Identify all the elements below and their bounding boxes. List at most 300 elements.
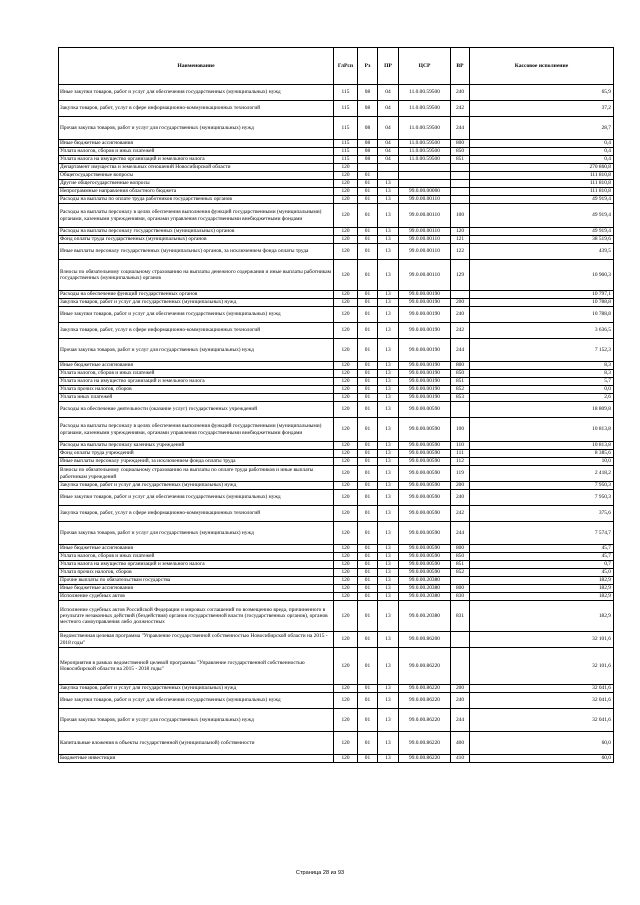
row-sum: 111 810,8 bbox=[470, 180, 614, 188]
row-sum: 8,3 bbox=[470, 370, 614, 378]
row-grbs: 120 bbox=[334, 402, 358, 418]
row-name: Иные бюджетные ассигнования bbox=[59, 362, 334, 370]
row-pr: 13 bbox=[378, 370, 399, 378]
row-rz: 01 bbox=[358, 172, 378, 180]
row-csr: 99.0.00.86220 bbox=[399, 732, 451, 755]
table-row bbox=[59, 386, 614, 394]
row-rz: 01 bbox=[358, 693, 378, 709]
row-csr: 99.0.00.00190 bbox=[399, 362, 451, 370]
row-pr: 13 bbox=[378, 506, 399, 522]
page-number: Страница 28 из 93 bbox=[295, 870, 345, 876]
row-grbs: 120 bbox=[334, 228, 358, 236]
table-row bbox=[59, 156, 614, 164]
row-csr: 11.0.00.59500 bbox=[399, 156, 451, 164]
row-vr: 244 bbox=[451, 117, 470, 140]
row-name: Прочая закупка товаров, работ и услуг для государственных (муниципальных) нужд bbox=[59, 339, 334, 362]
table-row bbox=[59, 339, 614, 362]
row-rz: 01 bbox=[358, 323, 378, 339]
row-rz: 01 bbox=[358, 307, 378, 323]
table-row bbox=[59, 244, 614, 260]
row-rz: 08 bbox=[358, 117, 378, 140]
table-row bbox=[59, 593, 614, 601]
row-csr: 99.0.00.20380 bbox=[399, 585, 451, 593]
table-row bbox=[59, 85, 614, 101]
row-rz: 01 bbox=[358, 553, 378, 561]
row-name: Прочая закупка товаров, работ и услуг для государственных (муниципальных) нужд bbox=[59, 117, 334, 140]
row-rz: 01 bbox=[358, 466, 378, 482]
row-name: Расходы на выплаты персоналу в целях обеспечения выполнения функций государственными (муниципальными) органами, казенными учреждениями, органами управления государственными внебюджетными фондами bbox=[59, 204, 334, 228]
row-rz: 01 bbox=[358, 506, 378, 522]
row-vr: 410 bbox=[451, 755, 470, 763]
row-name: Иные закупки товаров, работ и услуг для обеспечения государственных (муниципальных) нужд bbox=[59, 85, 334, 101]
row-name: Исполнение судебных актов bbox=[59, 593, 334, 601]
row-name: Уплата налога на имущество организаций и земельного налога bbox=[59, 156, 334, 164]
row-sum: 7 152,3 bbox=[470, 339, 614, 362]
row-pr: 13 bbox=[378, 196, 399, 204]
row-pr: 13 bbox=[378, 228, 399, 236]
row-sum: 32 101,6 bbox=[470, 632, 614, 648]
row-name: Иные закупки товаров, работ и услуг для обеспечения государственных (муниципальных) нужд bbox=[59, 490, 334, 506]
table-row bbox=[59, 101, 614, 117]
row-grbs: 120 bbox=[334, 577, 358, 585]
row-csr: 99.0.00.00190 bbox=[399, 386, 451, 394]
row-pr: 13 bbox=[378, 244, 399, 260]
row-pr: 13 bbox=[378, 299, 399, 307]
row-grbs: 120 bbox=[334, 204, 358, 228]
row-csr: 99.0.00.20380 bbox=[399, 577, 451, 585]
row-grbs: 120 bbox=[334, 553, 358, 561]
row-name: Прочая закупка товаров, работ и услуг для государственных (муниципальных) нужд bbox=[59, 522, 334, 545]
row-sum: 0,0 bbox=[470, 386, 614, 394]
row-vr: 400 bbox=[451, 732, 470, 755]
row-sum: 32 041,6 bbox=[470, 693, 614, 709]
table-row bbox=[59, 370, 614, 378]
row-pr: 13 bbox=[378, 490, 399, 506]
row-grbs: 120 bbox=[334, 732, 358, 755]
table-row bbox=[59, 553, 614, 561]
table-row bbox=[59, 693, 614, 709]
row-rz: 01 bbox=[358, 386, 378, 394]
row-name: Иные бюджетные ассигнования bbox=[59, 140, 334, 148]
row-pr: 13 bbox=[378, 648, 399, 685]
row-sum: 10 788,8 bbox=[470, 299, 614, 307]
row-sum: 49 919,4 bbox=[470, 196, 614, 204]
row-rz: 01 bbox=[358, 601, 378, 632]
table-row bbox=[59, 577, 614, 585]
row-grbs: 120 bbox=[334, 394, 358, 402]
row-vr: 800 bbox=[451, 140, 470, 148]
row-pr: 13 bbox=[378, 522, 399, 545]
row-vr bbox=[451, 188, 470, 196]
row-grbs: 120 bbox=[334, 569, 358, 577]
row-vr: 800 bbox=[451, 585, 470, 593]
row-pr: 13 bbox=[378, 577, 399, 585]
row-grbs: 120 bbox=[334, 648, 358, 685]
row-vr: 830 bbox=[451, 593, 470, 601]
row-grbs: 120 bbox=[334, 164, 358, 172]
row-grbs: 120 bbox=[334, 291, 358, 299]
budget-table bbox=[58, 47, 614, 763]
row-grbs: 115 bbox=[334, 156, 358, 164]
row-name: Ведомственная целевая программа "Управление государственной собственностью Новосибирской области на 2015 - 2018 годы" bbox=[59, 632, 334, 648]
row-pr: 13 bbox=[378, 693, 399, 709]
table-row bbox=[59, 569, 614, 577]
row-csr: 99.0.00.00590 bbox=[399, 522, 451, 545]
row-name: Расходы на выплаты по оплате труда работников государственных органов bbox=[59, 196, 334, 204]
row-sum: 45,0 bbox=[470, 569, 614, 577]
row-rz: 08 bbox=[358, 101, 378, 117]
row-rz: 01 bbox=[358, 569, 378, 577]
table-row bbox=[59, 394, 614, 402]
row-sum: 0,4 bbox=[470, 148, 614, 156]
row-grbs: 120 bbox=[334, 585, 358, 593]
table-row bbox=[59, 172, 614, 180]
row-rz: 01 bbox=[358, 260, 378, 291]
row-rz: 01 bbox=[358, 228, 378, 236]
row-sum: 18 809,8 bbox=[470, 402, 614, 418]
row-pr: 13 bbox=[378, 458, 399, 466]
row-grbs: 115 bbox=[334, 148, 358, 156]
row-rz: 08 bbox=[358, 156, 378, 164]
row-vr: 100 bbox=[451, 418, 470, 442]
row-grbs: 120 bbox=[334, 506, 358, 522]
row-csr: 99.0.00.00590 bbox=[399, 561, 451, 569]
row-rz: 01 bbox=[358, 378, 378, 386]
row-sum: 32 041,6 bbox=[470, 709, 614, 732]
row-name: Департамент имущества и земельных отношений Новосибирской области bbox=[59, 164, 334, 172]
row-grbs: 115 bbox=[334, 117, 358, 140]
row-csr: 99.0.00.20380 bbox=[399, 593, 451, 601]
row-rz: 01 bbox=[358, 458, 378, 466]
row-rz: 01 bbox=[358, 648, 378, 685]
row-sum: 38 519,6 bbox=[470, 236, 614, 244]
row-sum: 60,0 bbox=[470, 755, 614, 763]
row-rz: 01 bbox=[358, 180, 378, 188]
header-pr: ПР bbox=[378, 48, 399, 85]
row-name: Прочая закупка товаров, работ и услуг для государственных (муниципальных) нужд bbox=[59, 709, 334, 732]
row-csr: 99.0.00.00590 bbox=[399, 553, 451, 561]
row-sum: 182,9 bbox=[470, 577, 614, 585]
row-name: Иные закупки товаров, работ и услуг для обеспечения государственных (муниципальных) нужд bbox=[59, 693, 334, 709]
row-pr: 13 bbox=[378, 260, 399, 291]
row-name: Фонд оплаты труда учреждений bbox=[59, 450, 334, 458]
row-pr: 04 bbox=[378, 148, 399, 156]
row-grbs: 120 bbox=[334, 632, 358, 648]
row-sum: 111 810,8 bbox=[470, 172, 614, 180]
row-csr: 99.0.00.00190 bbox=[399, 339, 451, 362]
row-pr: 13 bbox=[378, 732, 399, 755]
row-grbs: 120 bbox=[334, 307, 358, 323]
row-rz: 01 bbox=[358, 732, 378, 755]
table-row bbox=[59, 755, 614, 763]
row-vr: 111 bbox=[451, 450, 470, 458]
row-vr: 120 bbox=[451, 228, 470, 236]
row-sum: 270 860,8 bbox=[470, 164, 614, 172]
row-sum: 60,0 bbox=[470, 732, 614, 755]
row-pr: 13 bbox=[378, 204, 399, 228]
row-vr bbox=[451, 402, 470, 418]
row-rz: 01 bbox=[358, 545, 378, 553]
row-pr: 13 bbox=[378, 188, 399, 196]
row-csr: 99.0.00.86220 bbox=[399, 709, 451, 732]
row-csr: 99.0.00.00590 bbox=[399, 482, 451, 490]
row-rz: 01 bbox=[358, 204, 378, 228]
header-vr: ВР bbox=[451, 48, 470, 85]
row-name: Другие общегосударственные вопросы bbox=[59, 180, 334, 188]
row-rz: 01 bbox=[358, 339, 378, 362]
row-rz: 01 bbox=[358, 394, 378, 402]
table-row bbox=[59, 709, 614, 732]
row-name: Общегосударственные вопросы bbox=[59, 172, 334, 180]
row-sum: 8,3 bbox=[470, 362, 614, 370]
row-name: Расходы на выплаты персоналу в целях обеспечения выполнения функций государственными (муниципальными) органами, казенными учреждениями, органами управления государственными внебюджетными фондами bbox=[59, 418, 334, 442]
row-csr: 99.0.00.00590 bbox=[399, 418, 451, 442]
row-sum: 10 813,8 bbox=[470, 442, 614, 450]
row-pr: 13 bbox=[378, 236, 399, 244]
row-name: Взносы по обязательному социальному страхованию на выплаты по оплате труда работников и иные выплаты работникам учреждений bbox=[59, 466, 334, 482]
table-row bbox=[59, 148, 614, 156]
row-pr: 13 bbox=[378, 291, 399, 299]
row-csr: 99.0.00.00110 bbox=[399, 260, 451, 291]
row-grbs: 120 bbox=[334, 172, 358, 180]
row-pr: 13 bbox=[378, 755, 399, 763]
table-row bbox=[59, 323, 614, 339]
table-row bbox=[59, 601, 614, 632]
row-csr: 99.0.00.00000 bbox=[399, 188, 451, 196]
row-name: Уплата налога на имущество организаций и земельного налога bbox=[59, 378, 334, 386]
table-row bbox=[59, 482, 614, 490]
row-csr: 99.0.00.86220 bbox=[399, 693, 451, 709]
row-sum: 0,4 bbox=[470, 140, 614, 148]
table-row bbox=[59, 545, 614, 553]
row-sum: 3 636,5 bbox=[470, 323, 614, 339]
row-grbs: 120 bbox=[334, 601, 358, 632]
table-row bbox=[59, 299, 614, 307]
row-grbs: 120 bbox=[334, 490, 358, 506]
row-csr: 99.0.00.86220 bbox=[399, 755, 451, 763]
row-vr: 200 bbox=[451, 685, 470, 693]
table-row bbox=[59, 466, 614, 482]
row-rz: 01 bbox=[358, 490, 378, 506]
row-sum: 37,2 bbox=[470, 101, 614, 117]
row-grbs: 120 bbox=[334, 482, 358, 490]
row-pr: 13 bbox=[378, 545, 399, 553]
table-row bbox=[59, 442, 614, 450]
row-grbs: 120 bbox=[334, 458, 358, 466]
row-csr: 99.0.00.00590 bbox=[399, 545, 451, 553]
row-name: Иные выплаты персоналу учреждений, за исключением фонда оплаты труда bbox=[59, 458, 334, 466]
row-name: Иные бюджетные ассигнования bbox=[59, 585, 334, 593]
row-grbs: 120 bbox=[334, 370, 358, 378]
row-csr: 99.0.00.00590 bbox=[399, 442, 451, 450]
row-rz: 01 bbox=[358, 188, 378, 196]
row-csr: 99.0.00.00110 bbox=[399, 244, 451, 260]
row-vr: 110 bbox=[451, 442, 470, 450]
table-row bbox=[59, 196, 614, 204]
row-grbs: 120 bbox=[334, 386, 358, 394]
table-row bbox=[59, 180, 614, 188]
row-pr: 13 bbox=[378, 553, 399, 561]
row-csr bbox=[399, 180, 451, 188]
row-sum: 28,7 bbox=[470, 117, 614, 140]
row-pr: 04 bbox=[378, 85, 399, 101]
row-csr: 99.0.00.00190 bbox=[399, 291, 451, 299]
row-vr: 853 bbox=[451, 394, 470, 402]
row-pr: 13 bbox=[378, 561, 399, 569]
table-row bbox=[59, 117, 614, 140]
row-name: Фонд оплаты труда государственных (муниципальных) органов bbox=[59, 236, 334, 244]
row-vr: 240 bbox=[451, 307, 470, 323]
row-vr: 242 bbox=[451, 323, 470, 339]
row-csr: 99.0.00.00110 bbox=[399, 228, 451, 236]
row-vr: 240 bbox=[451, 85, 470, 101]
row-csr: 11.0.00.59500 bbox=[399, 148, 451, 156]
row-vr: 852 bbox=[451, 569, 470, 577]
row-csr: 99.0.00.20380 bbox=[399, 601, 451, 632]
table-row bbox=[59, 140, 614, 148]
row-pr: 13 bbox=[378, 307, 399, 323]
row-sum: 111 810,8 bbox=[470, 188, 614, 196]
row-csr: 99.0.00.00590 bbox=[399, 569, 451, 577]
row-rz: 01 bbox=[358, 709, 378, 732]
row-vr: 244 bbox=[451, 709, 470, 732]
row-rz: 01 bbox=[358, 362, 378, 370]
row-vr: 244 bbox=[451, 522, 470, 545]
row-pr: 04 bbox=[378, 140, 399, 148]
row-vr: 240 bbox=[451, 490, 470, 506]
row-csr: 99.0.00.00190 bbox=[399, 323, 451, 339]
row-csr: 99.0.00.86220 bbox=[399, 685, 451, 693]
row-pr: 04 bbox=[378, 117, 399, 140]
row-vr bbox=[451, 180, 470, 188]
row-csr: 99.0.00.00190 bbox=[399, 299, 451, 307]
row-sum: 49 919,4 bbox=[470, 204, 614, 228]
row-name: Иные закупки товаров, работ и услуг для обеспечения государственных (муниципальных) нужд bbox=[59, 307, 334, 323]
row-rz bbox=[358, 164, 378, 172]
row-sum: 2 418,2 bbox=[470, 466, 614, 482]
table-row bbox=[59, 561, 614, 569]
row-pr: 13 bbox=[378, 394, 399, 402]
header-csr: ЦСР bbox=[399, 48, 451, 85]
row-grbs: 120 bbox=[334, 685, 358, 693]
row-pr: 13 bbox=[378, 632, 399, 648]
row-pr: 13 bbox=[378, 378, 399, 386]
row-sum: 0,7 bbox=[470, 561, 614, 569]
table-row bbox=[59, 458, 614, 466]
row-vr: 122 bbox=[451, 244, 470, 260]
header-cash-execution: Кассовое исполнение bbox=[470, 48, 614, 85]
table-row bbox=[59, 632, 614, 648]
row-csr bbox=[399, 164, 451, 172]
table-row bbox=[59, 164, 614, 172]
row-name: Уплата налога на имущество организаций и земельного налога bbox=[59, 561, 334, 569]
row-name: Капитальные вложения в объекты государственной (муниципальной) собственности bbox=[59, 732, 334, 755]
row-grbs: 120 bbox=[334, 709, 358, 732]
row-vr bbox=[451, 172, 470, 180]
row-pr: 13 bbox=[378, 466, 399, 482]
row-rz: 01 bbox=[358, 593, 378, 601]
row-name: Закупка товаров, работ, услуг в сфере информационно-коммуникационных технологий bbox=[59, 101, 334, 117]
table-row bbox=[59, 188, 614, 196]
row-rz: 01 bbox=[358, 482, 378, 490]
table-row bbox=[59, 291, 614, 299]
row-vr bbox=[451, 291, 470, 299]
header-rz: Рз bbox=[358, 48, 378, 85]
row-name: Непрограммные направления областного бюджета bbox=[59, 188, 334, 196]
row-rz: 01 bbox=[358, 402, 378, 418]
row-grbs: 120 bbox=[334, 323, 358, 339]
row-pr: 04 bbox=[378, 156, 399, 164]
row-grbs: 120 bbox=[334, 450, 358, 458]
row-sum: 49 919,4 bbox=[470, 228, 614, 236]
row-grbs: 120 bbox=[334, 442, 358, 450]
row-vr: 119 bbox=[451, 466, 470, 482]
row-name: Исполнение судебных актов Российской Федерации и мировых соглашений по возмещению вреда, причиненного в результате незаконных действий (бездействия) органов государственной власти (государственных органов), органов местного самоуправления либо должностных bbox=[59, 601, 334, 632]
row-grbs: 120 bbox=[334, 196, 358, 204]
row-csr: 99.0.00.00590 bbox=[399, 466, 451, 482]
header-name: Наименование bbox=[59, 48, 334, 85]
header-grbs: ГлРсп bbox=[334, 48, 358, 85]
row-pr: 13 bbox=[378, 585, 399, 593]
table-row bbox=[59, 490, 614, 506]
row-name: Закупка товаров, работ и услуг для государственных (муниципальных) нужд bbox=[59, 299, 334, 307]
table-row bbox=[59, 378, 614, 386]
row-pr bbox=[378, 172, 399, 180]
row-vr bbox=[451, 632, 470, 648]
row-rz: 01 bbox=[358, 236, 378, 244]
row-rz: 01 bbox=[358, 685, 378, 693]
row-vr: 850 bbox=[451, 553, 470, 561]
row-vr: 240 bbox=[451, 693, 470, 709]
table-row bbox=[59, 450, 614, 458]
row-name: Расходы на выплаты персоналу государственных (муниципальных) органов bbox=[59, 228, 334, 236]
row-name: Уплата налогов, сборов и иных платежей bbox=[59, 148, 334, 156]
row-name: Закупка товаров, работ, услуг в сфере информационно-коммуникационных технологий bbox=[59, 506, 334, 522]
row-vr: 244 bbox=[451, 339, 470, 362]
row-vr: 100 bbox=[451, 204, 470, 228]
row-name: Прочие выплаты по обязательствам государства bbox=[59, 577, 334, 585]
row-pr: 13 bbox=[378, 482, 399, 490]
row-csr: 11.0.00.59500 bbox=[399, 101, 451, 117]
budget-table-sheet bbox=[58, 47, 613, 763]
row-sum: 5,7 bbox=[470, 378, 614, 386]
table-row bbox=[59, 522, 614, 545]
row-name: Закупка товаров, работ, услуг в сфере информационно-коммуникационных технологий bbox=[59, 323, 334, 339]
row-rz: 01 bbox=[358, 196, 378, 204]
row-grbs: 120 bbox=[334, 188, 358, 196]
row-rz: 01 bbox=[358, 442, 378, 450]
row-vr bbox=[451, 164, 470, 172]
row-pr: 13 bbox=[378, 685, 399, 693]
row-vr bbox=[451, 648, 470, 685]
row-pr: 13 bbox=[378, 418, 399, 442]
row-pr: 13 bbox=[378, 442, 399, 450]
row-grbs: 120 bbox=[334, 339, 358, 362]
row-sum: 32 101,6 bbox=[470, 648, 614, 685]
row-rz: 01 bbox=[358, 561, 378, 569]
row-sum: 7 950,3 bbox=[470, 490, 614, 506]
row-vr bbox=[451, 196, 470, 204]
row-rz: 01 bbox=[358, 755, 378, 763]
row-rz: 08 bbox=[358, 140, 378, 148]
table-row bbox=[59, 307, 614, 323]
row-name: Бюджетные инвестиции bbox=[59, 755, 334, 763]
row-vr: 121 bbox=[451, 236, 470, 244]
row-grbs: 120 bbox=[334, 693, 358, 709]
row-grbs: 120 bbox=[334, 362, 358, 370]
row-name: Уплата налогов, сборов и иных платежей bbox=[59, 370, 334, 378]
row-sum: 10 788,8 bbox=[470, 307, 614, 323]
